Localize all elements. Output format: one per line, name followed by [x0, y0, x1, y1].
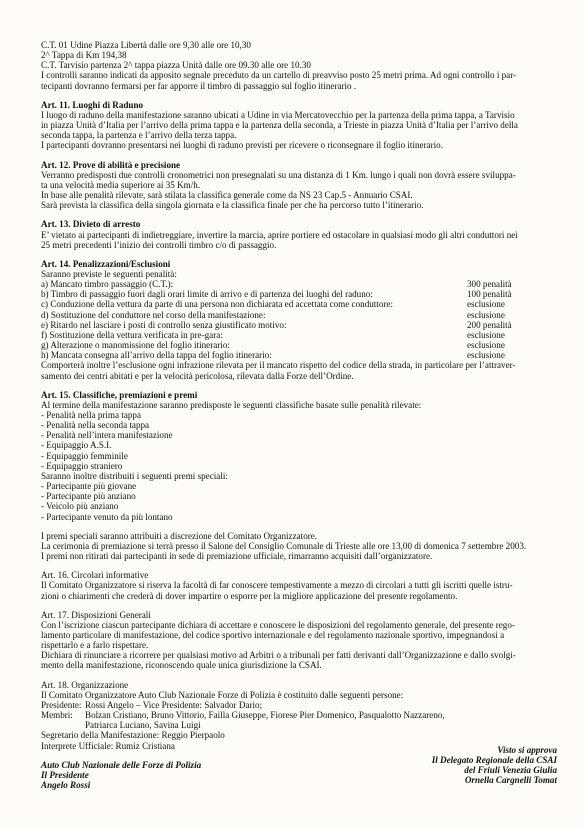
penalty-value: esclusione	[467, 350, 505, 361]
penalty-row	[41, 330, 553, 340]
penalty-row	[41, 289, 553, 299]
approval-line: Visto si approva	[497, 745, 557, 755]
article-line: I premi non ritirati dai partecipanti in sede di premiazione ufficiale, rimarranno acquisiti dall’organizzatore.	[41, 551, 433, 562]
penalty-value: esclusione	[467, 309, 505, 320]
penalty-label: a) Mancato timbro passaggio (C.T.):	[41, 279, 174, 290]
article-line: mento della manifestazione, riconoscendo quale unica giurisdizione la CSAI.	[41, 660, 322, 671]
approval-line: Il Delegato Regionale della CSAI	[431, 755, 557, 766]
approval-line: del Friuli Venezia Giulia	[464, 765, 557, 776]
article-line: samento dei centri abitati e per la velocità pericolosa, rilevata dalla Forze dell’Ordine.	[41, 370, 354, 381]
list-item: - Veicolo più anziano	[41, 501, 119, 512]
list-item: - Penalità nella prima tappa	[41, 410, 141, 420]
document-body	[41, 40, 553, 790]
article-line: Verranno predisposti due controlli cronometrici non presegnalati su una distanza di 1 Km. lungo i quali non dovrà essere sviluppa-	[41, 169, 516, 180]
csai-approval	[432, 745, 557, 786]
presidente-names: Rossi Angelo – Vice Presidente: Salvador Dario;	[85, 699, 263, 710]
article-line: In base alle penalità rilevate, sarà stilata la classifica generale come da NS 23 Cap.5 - Annuario CSAI.	[41, 190, 413, 201]
penalty-row	[41, 350, 553, 360]
membri-label: Membri:	[41, 710, 73, 721]
article-heading: Art. 13. Divieto di arresto	[41, 219, 141, 230]
list-item: - Equipaggio femminile	[41, 450, 128, 461]
intro-line: C.T. Tarvisio partenza 2^ tappa piazza Unità dalle ore 09.30 alle ore 10.30	[41, 60, 311, 71]
penalty-value: esclusione	[467, 329, 505, 340]
membri-row	[41, 710, 553, 720]
list-item: - Penalità nell’intera manifestazione	[41, 430, 173, 441]
list-item: - Equipaggio A.S.I.	[41, 440, 112, 451]
article-heading: Art. 18. Organizzazione	[41, 679, 129, 690]
penalty-row	[41, 340, 553, 350]
penalty-label: e) Ritardo nel lasciare i posti di controllo senza giustificato motivo:	[41, 319, 287, 330]
article-18	[41, 680, 553, 751]
article-line: Al termine della manifestazione saranno predisposte le seguenti classifiche basate sulle penalità rilevate:	[41, 399, 422, 410]
list-item: - Equipaggio straniero	[41, 460, 123, 471]
article-heading: Art. 14. Penalizzazioni/Esclusioni	[41, 258, 171, 269]
article-line: rispettarlo e a farlo rispettare.	[41, 640, 149, 651]
penalty-label: d) Sostituzione del conduttore nel corso della manifestazione:	[41, 309, 266, 320]
article-heading: Art. 16. Circolari informative	[41, 570, 149, 581]
list-item: - Partecipante venuto da più lontano	[41, 511, 173, 522]
article-line: zioni o chiarimenti che crederà di dover impartire o esporre per la migliore applicazione del presente regolamento.	[41, 590, 458, 601]
presidente-row	[41, 700, 553, 710]
article-heading: Art. 17. Disposizioni Generali	[41, 609, 151, 620]
penalty-label: f) Sostituzione della vettura verificata in pre-gara:	[41, 329, 223, 340]
article-line: seconda tappa, la partenza e l’arrivo della terza tappa.	[41, 130, 237, 141]
penalty-row	[41, 299, 553, 309]
article-line: I luogo di raduno della manifestazione saranno ubicati a Udine in via Mercatovecchio per la partenza della prima tappa, a Tarvisio	[41, 109, 515, 120]
penalty-value: 100 penalità	[467, 289, 512, 300]
approval-line: Ornella Cargnelli Tomat	[464, 775, 557, 786]
penalty-value: 200 penalità	[467, 319, 512, 330]
signature-line: Angelo Rossi	[41, 780, 91, 790]
intro-line: tecipanti dovranno fermarsi per far apporre il timbro di passaggio sul foglio itinerario .	[41, 80, 357, 91]
penalty-label: c) Conduzione della vettura da parte di una persona non dichiarata ed accettata come conduttore:	[41, 299, 393, 310]
article-15	[41, 390, 553, 562]
list-item: - Partecipante più giovane	[41, 481, 137, 492]
membri-names: Patriarca Luciano, Savina Luigi	[85, 720, 201, 731]
article-17	[41, 610, 553, 671]
article-line: I partecipanti dovranno presentarsi nei luoghi di raduno previsti per ricevere o riconsegnare il foglio itinerario.	[41, 140, 444, 151]
intro-line: C.T. 01 Udine Piazza Libertà dalle ore 9,30 alle ore 10,30	[41, 40, 251, 50]
list-item: - Partecipante più anziano	[41, 491, 136, 502]
article-line: Sarà prevista la classifica della singola giornata e la classifica finale per che ha percorso tutto l’itinerario.	[41, 200, 424, 211]
article-line: Interprete Ufficiale: Rumiz Cristiana	[41, 740, 175, 751]
penalty-value: 300 penalità	[467, 279, 512, 290]
article-heading: Art. 11. Luoghi di Raduno	[41, 99, 144, 110]
presidente-label: Presidente:	[41, 699, 82, 710]
article-line: Dichiara di rinunciare a ricorrere per qualsiasi motivo ad Arbitri o a tribunali per fatti derivanti dall’Organizzazione e dallo svolgi-	[41, 650, 516, 661]
article-line: La cerimonia di premiazione si terrà presso il Salone del Consiglio Comunale di Trieste alle ore 13,00 di domenica 7 settembre 2003.	[41, 540, 527, 551]
membri-names: Bolzan Cristiano, Bruno Vittorio, Failla Giuseppe, Fiorese Pier Domenico, Pasqualotto Nazzareno,	[85, 710, 445, 721]
article-line: Con l’iscrizione ciascun partecipante dichiara di accettare e conoscere le disposizioni del regolamento generale, del presente rego-	[41, 619, 515, 630]
article-line: in piazza Unità d’Italia per l’arrivo della prima tappa e la partenza della seconda, a Trieste in piazza Unità d’Italia per l’arrivo della	[41, 120, 518, 131]
signature-line: Il Presidente	[41, 769, 89, 780]
article-line: Saranno inoltre distribuiti i seguenti premi speciali:	[41, 470, 228, 481]
intro-line: I controlli saranno indicati da apposito segnale preceduto da un cartello di preavviso posto 25 metri prima. Ad ogni controllo i par-	[41, 70, 517, 81]
article-line: E’ vietato ai partecipanti di indietreggiare, invertire la marcia, aprire portiere ed ostacolare in qualsiasi modo gli altri conduttori nei	[41, 229, 518, 240]
membri-row	[41, 720, 553, 730]
article-line: I premi speciali saranno attribuiti a discrezione del Comitato Organizzatore.	[41, 530, 318, 541]
article-line: 25 metri precedenti l’inizio dei controlli timbro c/o di passaggio.	[41, 239, 277, 250]
penalty-value: esclusione	[467, 340, 505, 351]
penalty-label: b) Timbro di passaggio fuori dagli orari limite di arrivo e di partenza dei luoghi del raduno:	[41, 289, 373, 300]
article-line: Saranno previste le seguenti penalità:	[41, 268, 177, 279]
article-line: Il Comitato Organizzatore si riserva la facoltà di far conoscere tempestivamente a mezzo di circolari a tutti gli iscritti quelle istru-	[41, 580, 513, 591]
article-heading: Art. 12. Prove di abilità e precisione	[41, 159, 181, 170]
list-item: - Penalità nella seconda tappa	[41, 420, 150, 431]
article-line: ta una velocità media superiore ai 35 Km/h.	[41, 179, 201, 190]
article-16	[41, 570, 553, 600]
penalty-row	[41, 310, 553, 320]
penalty-row	[41, 320, 553, 330]
penalty-value: esclusione	[467, 299, 505, 310]
article-line: Comporterà inoltre l’esclusione ogni infrazione rilevata per il mancato rispetto del codice della strada, in particolare per l’attraver-	[41, 360, 516, 371]
article-11	[41, 100, 553, 151]
penalty-label: h) Mancata consegna all’arrivo della tappa del foglio itinerario:	[41, 350, 272, 361]
article-14	[41, 259, 553, 381]
intro-line: 2^ Tappa di Km 194,38	[41, 50, 127, 61]
signature-line: Auto Club Nazionale delle Forze di Polizia	[41, 759, 202, 770]
article-line: Segretario della Manifestazione: Reggio Pierpaolo	[41, 730, 225, 741]
penalty-row	[41, 279, 553, 289]
article-heading: Art. 15. Classifiche, premiazioni e premi	[41, 389, 198, 400]
penalty-label: g) Alterazione o manomissione del foglio itinerario:	[41, 340, 230, 351]
article-12	[41, 160, 553, 211]
article-line: lamento particolare di manifestazione, del codice sportivo internazionale e del regolamento nazionale sportivo, impegnandosi a	[41, 629, 505, 640]
article-line: Il Comitato Organizzatore Auto Club Nazionale Forze di Polizia è costituito dalle seguenti persone:	[41, 689, 404, 700]
article-13	[41, 219, 553, 249]
intro-section	[41, 40, 553, 91]
